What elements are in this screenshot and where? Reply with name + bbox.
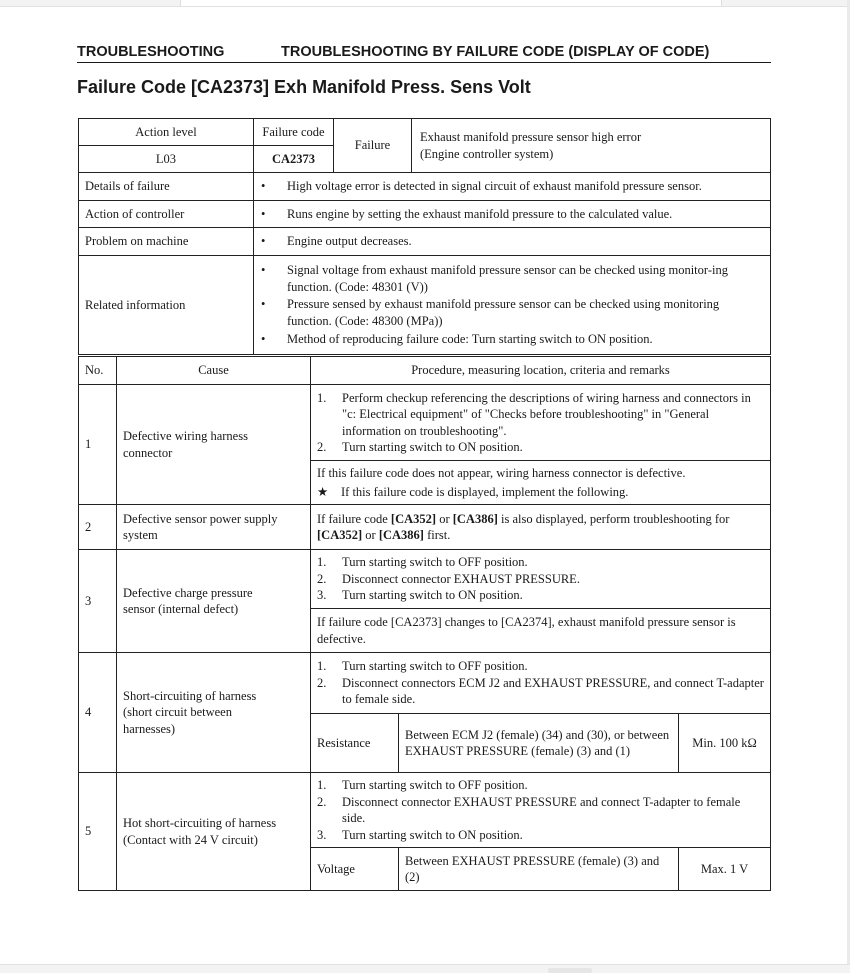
header-left: TROUBLESHOOTING — [77, 44, 225, 60]
failure-code-label: Failure code — [254, 119, 334, 146]
scroll-handle[interactable] — [548, 968, 592, 973]
row-1-steps — [311, 385, 771, 461]
step: 2. Disconnect connector EXHAUST PRESSURE and connect T-adapter to female side. — [317, 794, 741, 825]
related-label: Related information — [79, 256, 254, 355]
row-3-cause: Defective charge pressure sensor (internal defect) — [117, 550, 311, 653]
row-1-note: If this failure code does not appear, wiring harness connector is defective. ★ If this failure code is displayed, implement the following. — [311, 461, 771, 505]
related-cell: • Signal voltage from exhaust manifold pressure sensor can be checked using monitor-ing function. (Code: 48301 (V)) • Pressure sensed by exhaust manifold pressure sensor can be checked using monitoring function. (Code: 48300 (MPa)) • Method of reproducing failure code: Turn starting switch to ON position. — [254, 256, 771, 355]
related-item-1: Signal voltage from exhaust manifold pressure sensor can be checked using monitor-ing function. (Code: 48301 (V)) — [287, 263, 728, 294]
viewer-top-bar — [0, 0, 850, 7]
row-3-no: 3 — [79, 550, 117, 653]
col-no-header: No. — [79, 357, 117, 385]
row-5-meas-location: Between EXHAUST PRESSURE (female) (3) and (2) — [399, 848, 679, 891]
step: 2. Turn starting switch to ON position. — [317, 440, 523, 454]
failure-line-2: (Engine controller system) — [420, 146, 554, 161]
step: 2. Disconnect connector EXHAUST PRESSURE. — [317, 571, 580, 586]
details-label: Details of failure — [79, 173, 254, 201]
failure-info-table — [78, 118, 771, 355]
step: 1. Perform checkup referencing the descriptions of wiring harness and connectors in "c: Electrical equipment" of "Checks before troubleshooting" in "General information on troubleshooting". — [317, 390, 751, 438]
section-header — [77, 44, 771, 63]
problem-cell: • Engine output decreases. — [254, 228, 771, 256]
col-cause-header: Cause — [117, 357, 311, 385]
header-right: TROUBLESHOOTING BY FAILURE CODE (DISPLAY OF CODE) — [281, 44, 710, 60]
action-text: Runs engine by setting the exhaust manifold pressure to the calculated value. — [287, 206, 673, 221]
cause-table — [78, 356, 771, 891]
row-5-meas-label: Voltage — [311, 848, 399, 891]
action-level-label: Action level — [79, 119, 254, 146]
step: 2. Disconnect connectors ECM J2 and EXHAUST PRESSURE, and connect T-adapter to female side. — [317, 675, 764, 707]
row-4-no: 4 — [79, 653, 117, 773]
viewer-top-tab — [180, 0, 722, 6]
related-item-3: Method of reproducing failure code: Turn starting switch to ON position. — [287, 332, 653, 347]
problem-label: Problem on machine — [79, 228, 254, 256]
star-icon: ★ — [317, 484, 329, 499]
failure-description — [412, 119, 771, 173]
row-2-no: 2 — [79, 505, 117, 550]
failure-line-1: Exhaust manifold pressure sensor high error — [420, 130, 642, 144]
action-label: Action of controller — [79, 201, 254, 228]
row-5-steps — [311, 773, 771, 848]
action-cell: • Runs engine by setting the exhaust manifold pressure to the calculated value. — [254, 201, 771, 228]
details-cell: • High voltage error is detected in signal circuit of exhaust manifold pressure sensor. — [254, 173, 771, 201]
row-4-meas-location: Between ECM J2 (female) (34) and (30), or between EXHAUST PRESSURE (female) (3) and (1) — [399, 714, 679, 773]
col-procedure-header: Procedure, measuring location, criteria and remarks — [311, 357, 771, 385]
details-text: High voltage error is detected in signal circuit of exhaust manifold pressure sensor. — [287, 179, 702, 194]
row-3-steps — [311, 550, 771, 609]
row-4-meas-label: Resistance — [311, 714, 399, 773]
related-item-2: Pressure sensed by exhaust manifold pressure sensor can be checked using monitoring function. (Code: 48300 (MPa)) — [287, 297, 720, 328]
row-4-meas-value: Min. 100 kΩ — [679, 714, 771, 773]
row-4-cause: Short-circuiting of harness (short circuit between harnesses) — [117, 653, 311, 773]
step: 1. Turn starting switch to OFF position. — [317, 555, 528, 570]
row-2-cause: Defective sensor power supply system — [117, 505, 311, 550]
row-5-meas-value: Max. 1 V — [679, 848, 771, 891]
row-4-steps — [311, 653, 771, 714]
page-title: Failure Code [CA2373] Exh Manifold Press. Sens Volt — [77, 77, 531, 97]
row-1-no: 1 — [79, 385, 117, 505]
row-1-cause: Defective wiring harness connector — [117, 385, 311, 505]
row-2-procedure: If failure code [CA352] or [CA386] is also displayed, perform troubleshooting for [CA352] or [CA386] first. — [311, 505, 771, 550]
row-5-no: 5 — [79, 773, 117, 891]
failure-label: Failure — [334, 119, 412, 173]
action-level-value: L03 — [79, 146, 254, 173]
row-3-note: If failure code [CA2373] changes to [CA2374], exhaust manifold pressure sensor is defective. — [311, 609, 771, 653]
row-5-cause: Hot short-circuiting of harness (Contact with 24 V circuit) — [117, 773, 311, 891]
step: 1. Turn starting switch to OFF position. — [317, 778, 528, 792]
step: 3. Turn starting switch to ON position. — [317, 588, 523, 603]
problem-text: Engine output decreases. — [287, 234, 412, 249]
step: 1. Turn starting switch to OFF position. — [317, 659, 528, 674]
step: 3. Turn starting switch to ON position. — [317, 827, 523, 842]
failure-code-value: CA2373 — [254, 146, 334, 173]
